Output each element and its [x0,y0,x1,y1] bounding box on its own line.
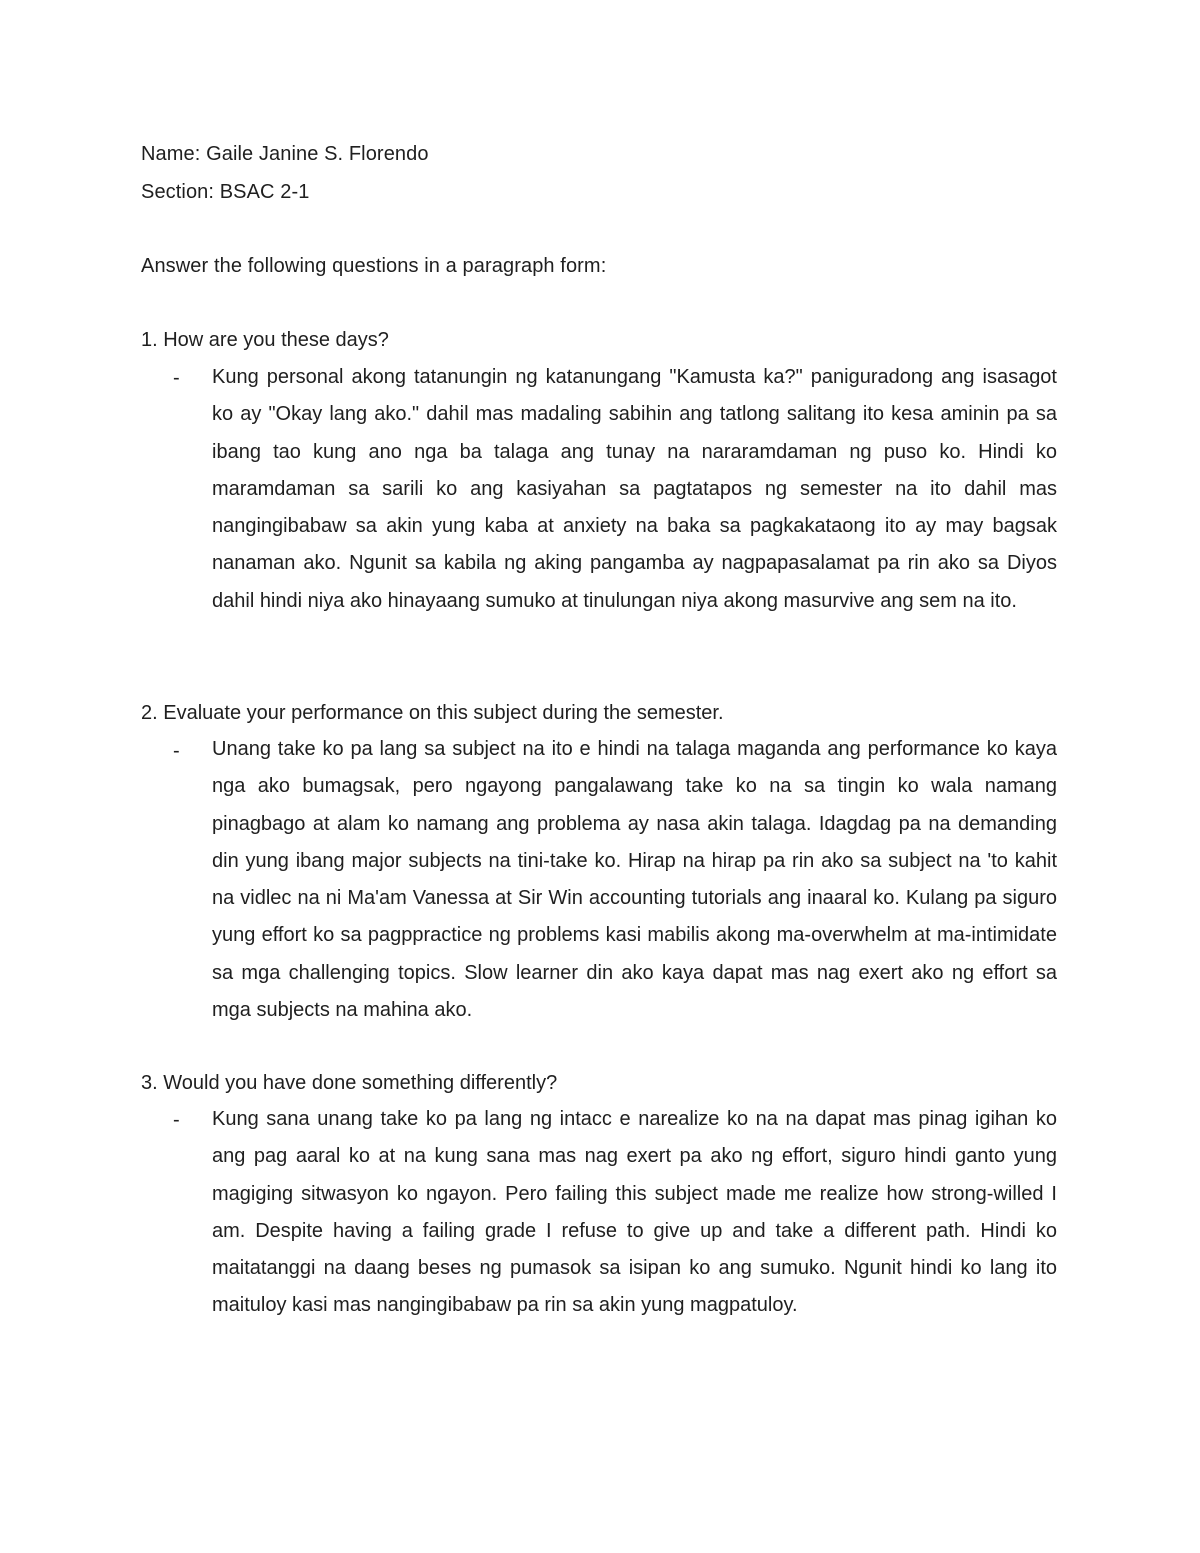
bullet-dash: - [173,367,180,389]
answer-2: Unang take ko pa lang sa subject na ito e hindi na talaga maganda ang performance ko kaya nga ako bumagsak, pero ngayong pangalawang take ko na sa tingin ko wala namang pinagbago at alam ko namang ang problema ay nasa akin talaga. Idagdag pa na demanding din yung ibang major subjects na tini-take ko. Hirap na hirap pa rin ako sa subject na 'to kahit na vidlec na ni Ma'am Vanessa at Sir Win accounting tutorials ang inaaral ko. Kulang pa siguro yung effort ko sa pagppractice ng problems kasi mabilis akong ma-overwhelm at ma-intimidate sa mga challenging topics. Slow learner din ako kaya dapat mas nag exert ako ng effort sa mga subjects na mahina ako. [212,738,1057,1022]
question-2: 2. Evaluate your performance on this subject during the semester. [141,702,724,724]
student-name: Name: Gaile Janine S. Florendo [141,143,429,165]
question-3: 3. Would you have done something differently? [141,1072,558,1094]
instructions: Answer the following questions in a paragraph form: [141,255,607,277]
question-1: 1. How are you these days? [141,329,389,351]
bullet-dash: - [173,740,180,762]
student-section: Section: BSAC 2-1 [141,181,310,203]
bullet-dash: - [173,1109,180,1131]
answer-1: Kung personal akong tatanungin ng katanungang "Kamusta ka?" paniguradong ang isasagot ko ay "Okay lang ako." dahil mas madaling sabihin ang tatlong salitang ito kesa aminin pa sa ibang tao kung ano nga ba talaga ang tunay na nararamdaman ng puso ko. Hindi ko maramdaman sa sarili ko ang kasiyahan sa pagtatapos ng semester na ito dahil mas nangingibabaw sa akin yung kaba at anxiety na baka sa pagkakataong ito ay may bagsak nanaman ako. Ngunit sa kabila ng aking pangamba ay nagpapasalamat pa rin ako sa Diyos dahil hindi niya ako hinayaang sumuko at tinulungan niya akong masurvive ang sem na ito. [212,366,1057,612]
answer-3: Kung sana unang take ko pa lang ng intacc e narealize ko na na dapat mas pinag igihan ko ang pag aaral ko at na kung sana mas nag exert pa ako ng effort, siguro hindi ganto yung magiging sitwasyon ko ngayon. Pero failing this subject made me realize how strong-willed I am. Despite having a failing grade I refuse to give up and take a different path. Hindi ko maitatanggi na daang beses ng pumasok sa isipan ko ang sumuko. Ngunit hindi ko lang ito maituloy kasi mas nangingibabaw pa rin sa akin yung magpatuloy. [212,1108,1057,1317]
